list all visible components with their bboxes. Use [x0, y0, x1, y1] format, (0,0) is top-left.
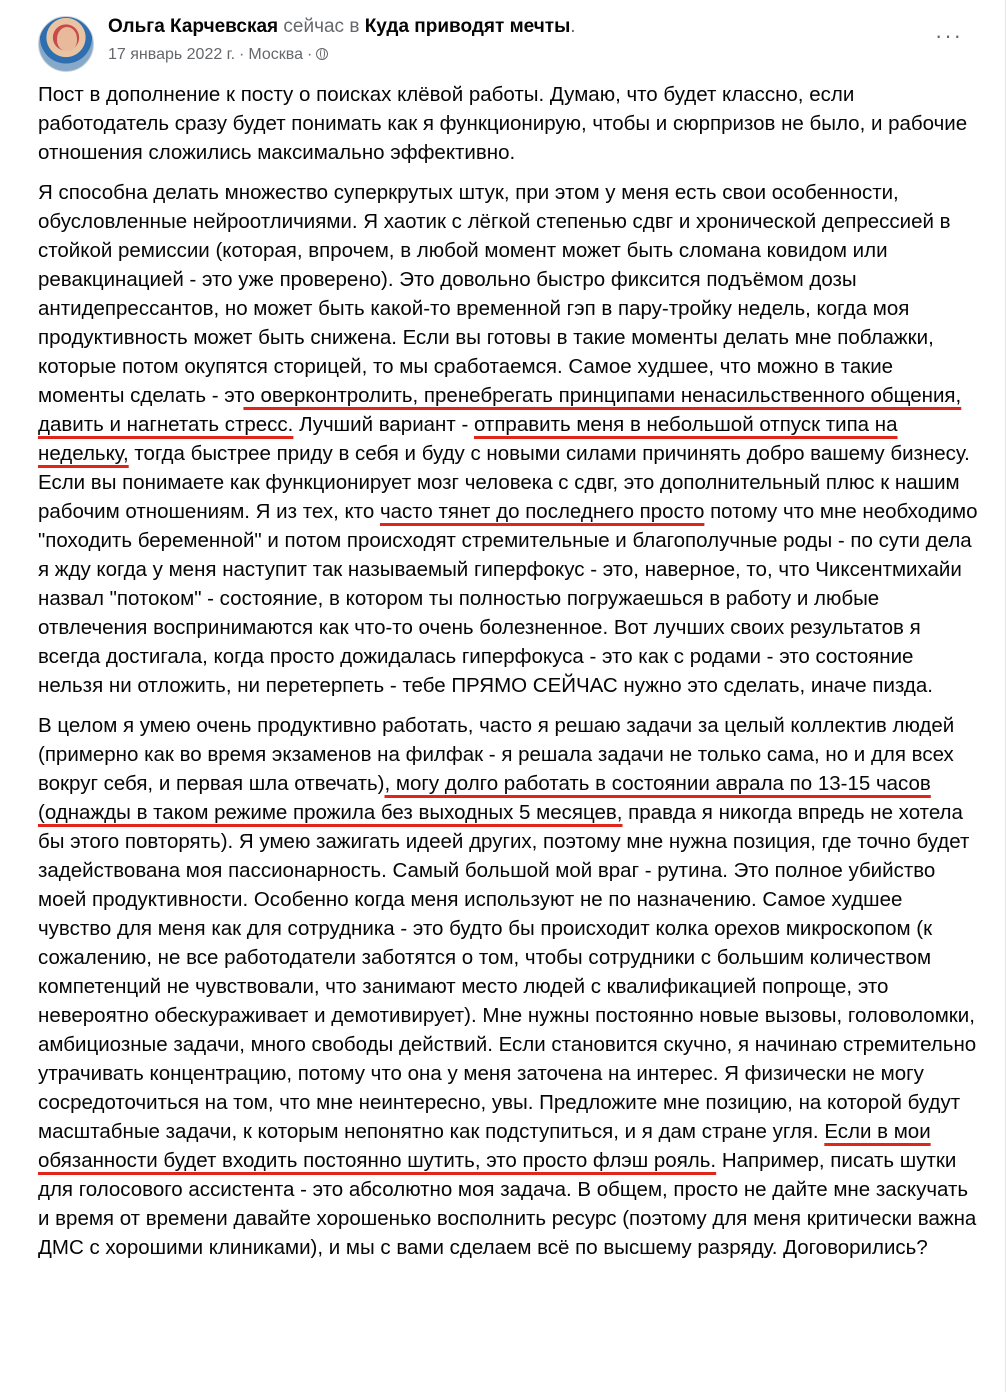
paragraph-3-text-a: В целом я умею очень продуктивно работать, часто я решаю задачи за целый коллектив людей (примерно как во время экзаменов на филфак - я решала задачи не только сама, но и для всех вокруг себя, и первая шла отвечать): [38, 714, 955, 795]
author-name-link[interactable]: Ольга Карчевская: [108, 16, 279, 37]
post-status: сейчас в: [283, 16, 360, 37]
paragraph-2-text-c: тогда быстрее приду в себя и буду с новыми силами причинять добро вашему бизнесу. Если вы понимаете как функционирует мозг человека с сдвг, это дополнительный плюс к нашим рабочим отношениям. Я из тех, кто: [38, 442, 970, 523]
highlight-jokes: Если в мои обязанности будет входить постоянно шутить, это просто флэш рояль.: [38, 1120, 931, 1172]
group-name-link[interactable]: Куда приводят мечты: [364, 16, 571, 37]
highlight-procrastination: часто тянет до последнего просто: [379, 500, 705, 523]
post-date-link[interactable]: 17 январь 2022 г.: [108, 46, 236, 63]
group-suffix: .: [570, 16, 576, 37]
globe-icon: [316, 48, 328, 60]
paragraph-2-text-a: Я способна делать множество суперкрутых штук, при этом у меня есть свои особенности, обусловленные нейроотличиями. Я хаотик с лёгкой степенью сдвг и хронической депрессией в стойкой ремиссии (которая, впрочем, в любой момент может быть сломана ковидом или ревакцинацией - это уже проверено). Это довольно быстро фиксится подъёмом дозы антидепрессантов, но может быть какой-то временной гэп в пару-тройку недель, когда моя продуктивность может быть снижена. Если вы готовы в такие моменты делать мне поблажки, которые потом окупятся сторицей, то мы сработаемся. Самое худшее, что можно в такие моменты сделать - эт: [38, 181, 951, 407]
more-options-icon[interactable]: ···: [935, 23, 963, 48]
paragraph-3-text-c: Например, писать шутки для голосового ассистента - это абсолютно моя задача. В общем, просто не дайте мне заскучать и время от времени давайте хорошенько восполнить ресурс (поэтому для меня критически важна ДМС с хорошими клиниками), и мы с вами сделаем всё по высшему разряду. Договорились?: [38, 1149, 977, 1259]
post-title-line: [108, 16, 576, 38]
highlight-overcontrol: о оверконтролить, пренебрегать принципами ненасильственного общения, давить и нагнетать стресс.: [38, 384, 962, 436]
paragraph-1: [38, 80, 978, 167]
paragraph-1-text: Пост в дополнение к посту о поисках клёвой работы. Думаю, что будет классно, если работодатель сразу будет понимать как я функционирую, чтобы и сюрпризов не было, и рабочие отношения сложились максимально эффективно.: [38, 83, 968, 164]
post-location[interactable]: Москва: [248, 46, 303, 63]
post-meta: [108, 46, 328, 64]
paragraph-2: [38, 178, 978, 700]
post-body: [38, 80, 978, 1273]
paragraph-3: [38, 711, 978, 1262]
highlight-overtime: , могу долго работать в состоянии аврала по 13-15 часов (однажды в таком режиме прожила без выходных 5 месяцев,: [38, 772, 931, 824]
paragraph-3-text-b: правда я никогда впредь не хотела бы этого повторять). Я умею зажигать идеей других, поэтому мне нужна позиция, где точно будет задействована моя пассионарность. Самый большой мой враг - рутина. Это полное убийство моей продуктивности. Особенно когда меня используют не по назначению. Самое худшее чувство для меня как для сотрудника - это будто бы происходит колка орехов микроскопом (к сожалению, не все работодатели заботятся о том, чтобы сотрудники с большим количеством компетенций не чувствовали, что занимают место людей с квалификацией попроще, это невероятно обескураживает и демотивирует). Мне нужны постоянно новые вызовы, головоломки, амбициозные задачи, много свободы действий. Если становится скучно, я начинаю стремительно утрачивать концентрацию, потому что она у меня заточена на интерес. Я физически не могу сосредоточиться на том, что мне неинтересно, увы. Предложите мне позицию, на которой будут масштабные задачи, к которым непонятно как подступиться, и я дам стране угля.: [38, 801, 977, 1143]
highlight-vacation: отправить меня в небольшой отпуск типа на недельку,: [38, 413, 898, 465]
meta-separator-2: ·: [306, 46, 313, 63]
meta-separator: ·: [239, 46, 245, 63]
paragraph-2-text-b: Лучший вариант -: [293, 413, 474, 436]
paragraph-2-text-d: потому что мне необходимо "походить беременной" и потом происходят стремительные и благополучные роды - по сути дела я жду когда у меня наступит так называемый гиперфокус - это, наверное, то, что Чиксентмихайи назвал "потоком" - состояние, в котором ты полностью погружаешься в работу и любые отвлечения воспринимаются как что-то очень болезненное. Вот лучших своих результатов я всегда достигала, когда просто дожидалась гиперфокуса - это как с родами - это состояние нельзя ни отложить, ни перетерпеть - тебе ПРЯМО СЕЙЧАС нужно это сделать, иначе пизда.: [38, 500, 978, 697]
post-header: [38, 12, 975, 72]
author-avatar[interactable]: [38, 16, 94, 72]
